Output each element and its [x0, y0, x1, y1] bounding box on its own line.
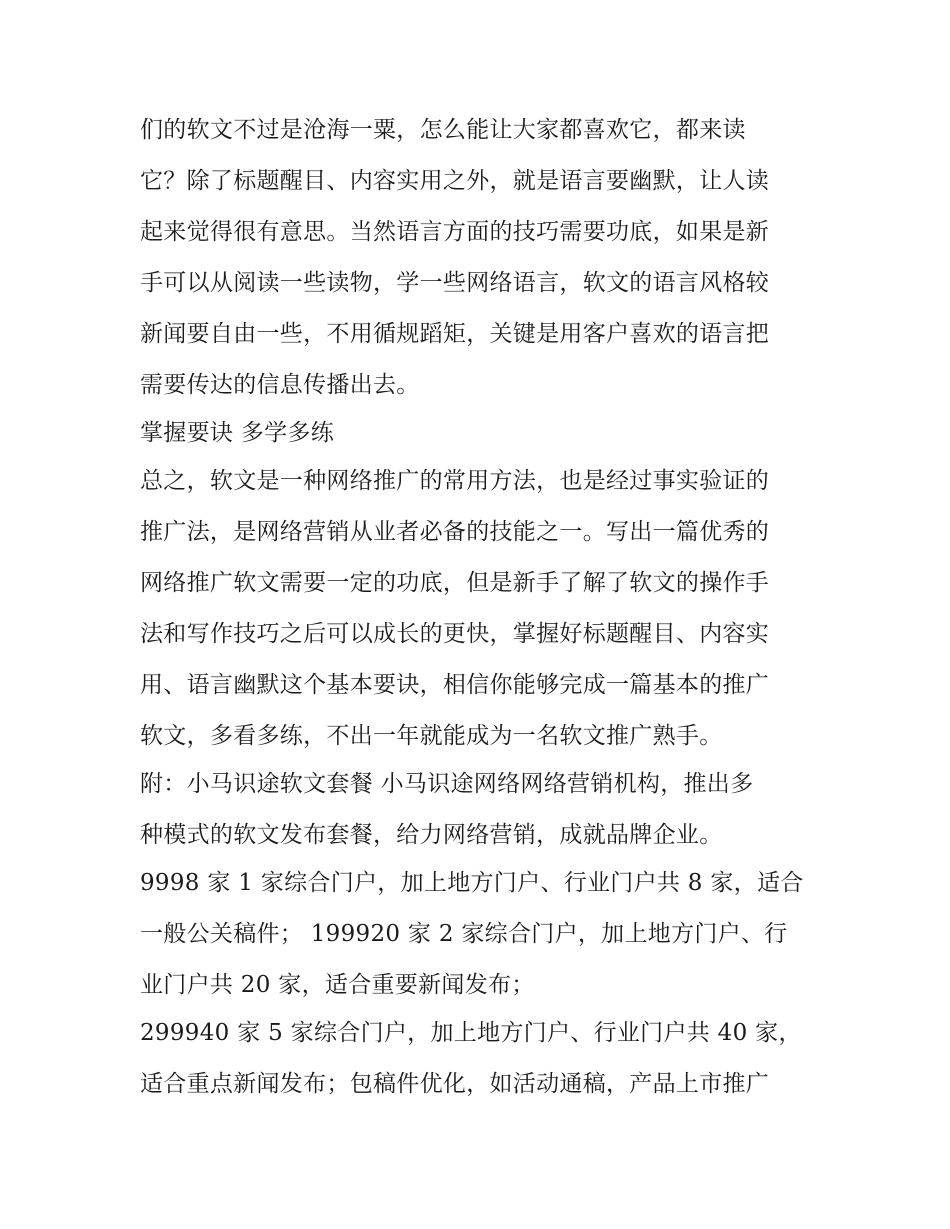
text-line: 起来觉得很有意思。当然语言方面的技巧需要功底，如果是新 — [140, 219, 770, 245]
text-line: 们的软文不过是沧海一粟，怎么能让大家都喜欢它，都来读 — [140, 117, 746, 143]
text-line: 附：小马识途软文套餐 小马识途网络网络营销机构，推出多 — [140, 771, 754, 797]
text-line: 手可以从阅读一些读物，学一些网络语言，软文的语言风格较 — [140, 270, 770, 296]
text-line: 网络推广软文需要一定的功底，但是新手了解了软文的操作手 — [140, 570, 770, 596]
text-line: 法和写作技巧之后可以成长的更快，掌握好标题醒目、内容实 — [140, 621, 770, 647]
text-line: 9998 家 1 家综合门户，加上地方门户、行业门户共 8 家，适合 — [140, 870, 804, 896]
text-line: 业门户共 20 家，适合重要新闻发布； — [140, 972, 535, 998]
text-line: 它？除了标题醒目、内容实用之外，就是语言要幽默，让人读 — [140, 168, 770, 194]
text-line: 种模式的软文发布套餐，给力网络营销，成就品牌企业。 — [140, 822, 723, 848]
text-line: 需要传达的信息传播出去。 — [140, 372, 420, 398]
section-heading: 掌握要诀 多学多练 — [140, 420, 335, 446]
document-body — [140, 110, 820, 1115]
text-line: 软文，多看多练，不出一年就能成为一名软文推广熟手。 — [140, 723, 723, 749]
text-line: 一般公关稿件； 199920 家 2 家综合门户，加上地方门户、行 — [140, 921, 788, 947]
text-line: 适合重点新闻发布；包稿件优化，如活动通稿，产品上市推广 — [140, 1071, 770, 1097]
text-line: 用、语言幽默这个基本要诀，相信你能够完成一篇基本的推广 — [140, 672, 770, 698]
text-line: 新闻要自由一些，不用循规蹈矩，关键是用客户喜欢的语言把 — [140, 321, 770, 347]
text-line: 推广法，是网络营销从业者必备的技能之一。写出一篇优秀的 — [140, 519, 770, 545]
text-line: 总之，软文是一种网络推广的常用方法，也是经过事实验证的 — [140, 468, 770, 494]
text-line: 299940 家 5 家综合门户，加上地方门户、行业门户共 40 家， — [140, 1020, 802, 1046]
